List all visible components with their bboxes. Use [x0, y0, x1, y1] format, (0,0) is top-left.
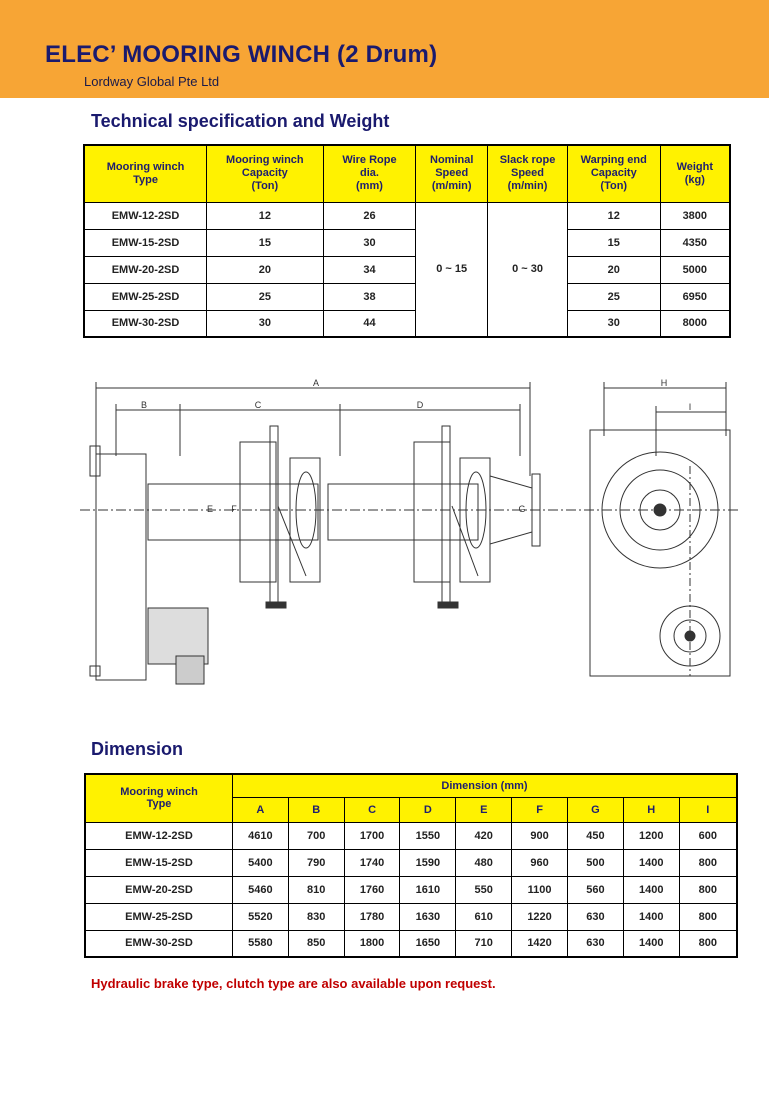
cell-capacity: 25	[207, 283, 324, 310]
table-row	[84, 229, 730, 256]
cell-type: EMW-15-2SD	[85, 849, 232, 876]
winch-technical-drawing	[80, 376, 740, 696]
cell-value: 1550	[400, 822, 456, 849]
cell-type: EMW-20-2SD	[84, 256, 207, 283]
cell-value: 800	[679, 876, 737, 903]
table-row	[84, 202, 730, 229]
cell-value: 1650	[400, 930, 456, 957]
dim-label-g: G	[518, 504, 526, 514]
dim-label-f: F	[231, 504, 237, 514]
cell-weight: 8000	[660, 310, 730, 337]
dim-label-d: D	[416, 400, 424, 410]
cell-type: EMW-25-2SD	[84, 283, 207, 310]
cell-value: 5520	[232, 903, 288, 930]
cell-value: 790	[288, 849, 344, 876]
cell-value: 420	[456, 822, 512, 849]
table-row	[85, 849, 737, 876]
dim-col-f: F	[512, 797, 568, 822]
table-row	[85, 903, 737, 930]
cell-weight: 3800	[660, 202, 730, 229]
cell-type: EMW-30-2SD	[85, 930, 232, 957]
cell-slack-speed: 0 ~ 30	[488, 202, 568, 337]
availability-note: Hydraulic brake type, clutch type are also available upon request.	[91, 976, 496, 991]
cell-value: 500	[567, 849, 623, 876]
cell-rope: 44	[323, 310, 416, 337]
cell-value: 1400	[623, 930, 679, 957]
cell-weight: 5000	[660, 256, 730, 283]
table-row	[85, 930, 737, 957]
cell-warping: 30	[567, 310, 660, 337]
cell-value: 450	[567, 822, 623, 849]
cell-warping: 15	[567, 229, 660, 256]
cell-value: 1420	[512, 930, 568, 957]
dim-col-c: C	[344, 797, 400, 822]
cell-value: 480	[456, 849, 512, 876]
cell-value: 810	[288, 876, 344, 903]
cell-rope: 38	[323, 283, 416, 310]
cell-value: 560	[567, 876, 623, 903]
dimension-section-title: Dimension	[91, 739, 184, 759]
cell-capacity: 30	[207, 310, 324, 337]
cell-rope: 30	[323, 229, 416, 256]
header-banner	[0, 0, 769, 98]
cell-value: 1800	[344, 930, 400, 957]
dim-label-c: C	[254, 400, 262, 410]
cell-type: EMW-25-2SD	[85, 903, 232, 930]
cell-warping: 20	[567, 256, 660, 283]
dim-col-e: E	[456, 797, 512, 822]
cell-value: 850	[288, 930, 344, 957]
company-name: Lordway Global Pte Ltd	[84, 74, 220, 89]
dim-col-h: H	[623, 797, 679, 822]
dimension-table	[84, 773, 738, 958]
cell-capacity: 20	[207, 256, 324, 283]
dim-header-group: Dimension (mm)	[232, 774, 737, 797]
cell-weight: 4350	[660, 229, 730, 256]
cell-type: EMW-15-2SD	[84, 229, 207, 256]
cell-value: 1610	[400, 876, 456, 903]
cell-value: 1740	[344, 849, 400, 876]
cell-rope: 34	[323, 256, 416, 283]
spec-header-warping: Warping end Capacity (Ton)	[567, 145, 660, 202]
cell-capacity: 15	[207, 229, 324, 256]
cell-value: 800	[679, 903, 737, 930]
page-title: ELEC’ MOORING WINCH (2 Drum)	[45, 41, 438, 68]
spec-header-capacity: Mooring winch Capacity (Ton)	[207, 145, 324, 202]
cell-value: 630	[567, 930, 623, 957]
dim-col-g: G	[567, 797, 623, 822]
cell-value: 550	[456, 876, 512, 903]
cell-value: 600	[679, 822, 737, 849]
dim-header-type: Mooring winch Type	[85, 774, 232, 822]
table-row	[84, 283, 730, 310]
cell-value: 800	[679, 930, 737, 957]
cell-value: 710	[456, 930, 512, 957]
cell-value: 630	[567, 903, 623, 930]
spec-header-type: Mooring winch Type	[84, 145, 207, 202]
table-row	[84, 310, 730, 337]
cell-warping: 12	[567, 202, 660, 229]
dim-label-e: E	[206, 504, 214, 514]
cell-type: EMW-30-2SD	[84, 310, 207, 337]
dim-col-a: A	[232, 797, 288, 822]
cell-type: EMW-12-2SD	[85, 822, 232, 849]
cell-value: 1590	[400, 849, 456, 876]
dim-label-i: I	[688, 402, 692, 412]
dim-label-a: A	[312, 378, 320, 388]
cell-value: 1200	[623, 822, 679, 849]
cell-value: 1780	[344, 903, 400, 930]
dim-col-b: B	[288, 797, 344, 822]
cell-value: 1700	[344, 822, 400, 849]
cell-value: 1760	[344, 876, 400, 903]
cell-type: EMW-20-2SD	[85, 876, 232, 903]
cell-value: 5460	[232, 876, 288, 903]
table-row	[84, 256, 730, 283]
cell-value: 960	[512, 849, 568, 876]
cell-type: EMW-12-2SD	[84, 202, 207, 229]
cell-value: 1400	[623, 876, 679, 903]
cell-weight: 6950	[660, 283, 730, 310]
dim-col-i: I	[679, 797, 737, 822]
table-row	[85, 822, 737, 849]
table-row	[85, 876, 737, 903]
cell-warping: 25	[567, 283, 660, 310]
spec-header-nominal-speed: Nominal Speed (m/min)	[416, 145, 488, 202]
cell-value: 5400	[232, 849, 288, 876]
cell-value: 1400	[623, 849, 679, 876]
cell-value: 1630	[400, 903, 456, 930]
cell-value: 900	[512, 822, 568, 849]
cell-value: 4610	[232, 822, 288, 849]
cell-value: 800	[679, 849, 737, 876]
dim-label-b: B	[140, 400, 148, 410]
cell-value: 1100	[512, 876, 568, 903]
dim-col-d: D	[400, 797, 456, 822]
cell-value: 700	[288, 822, 344, 849]
cell-value: 610	[456, 903, 512, 930]
cell-value: 1220	[512, 903, 568, 930]
cell-value: 1400	[623, 903, 679, 930]
cell-capacity: 12	[207, 202, 324, 229]
spec-header-slack-speed: Slack rope Speed (m/min)	[488, 145, 568, 202]
spec-table	[83, 144, 731, 338]
spec-header-weight: Weight (kg)	[660, 145, 730, 202]
cell-nominal-speed: 0 ~ 15	[416, 202, 488, 337]
dim-label-h: H	[660, 378, 668, 388]
cell-value: 5580	[232, 930, 288, 957]
spec-header-rope: Wire Rope dia. (mm)	[323, 145, 416, 202]
cell-value: 830	[288, 903, 344, 930]
cell-rope: 26	[323, 202, 416, 229]
spec-section-title: Technical specification and Weight	[91, 111, 390, 131]
